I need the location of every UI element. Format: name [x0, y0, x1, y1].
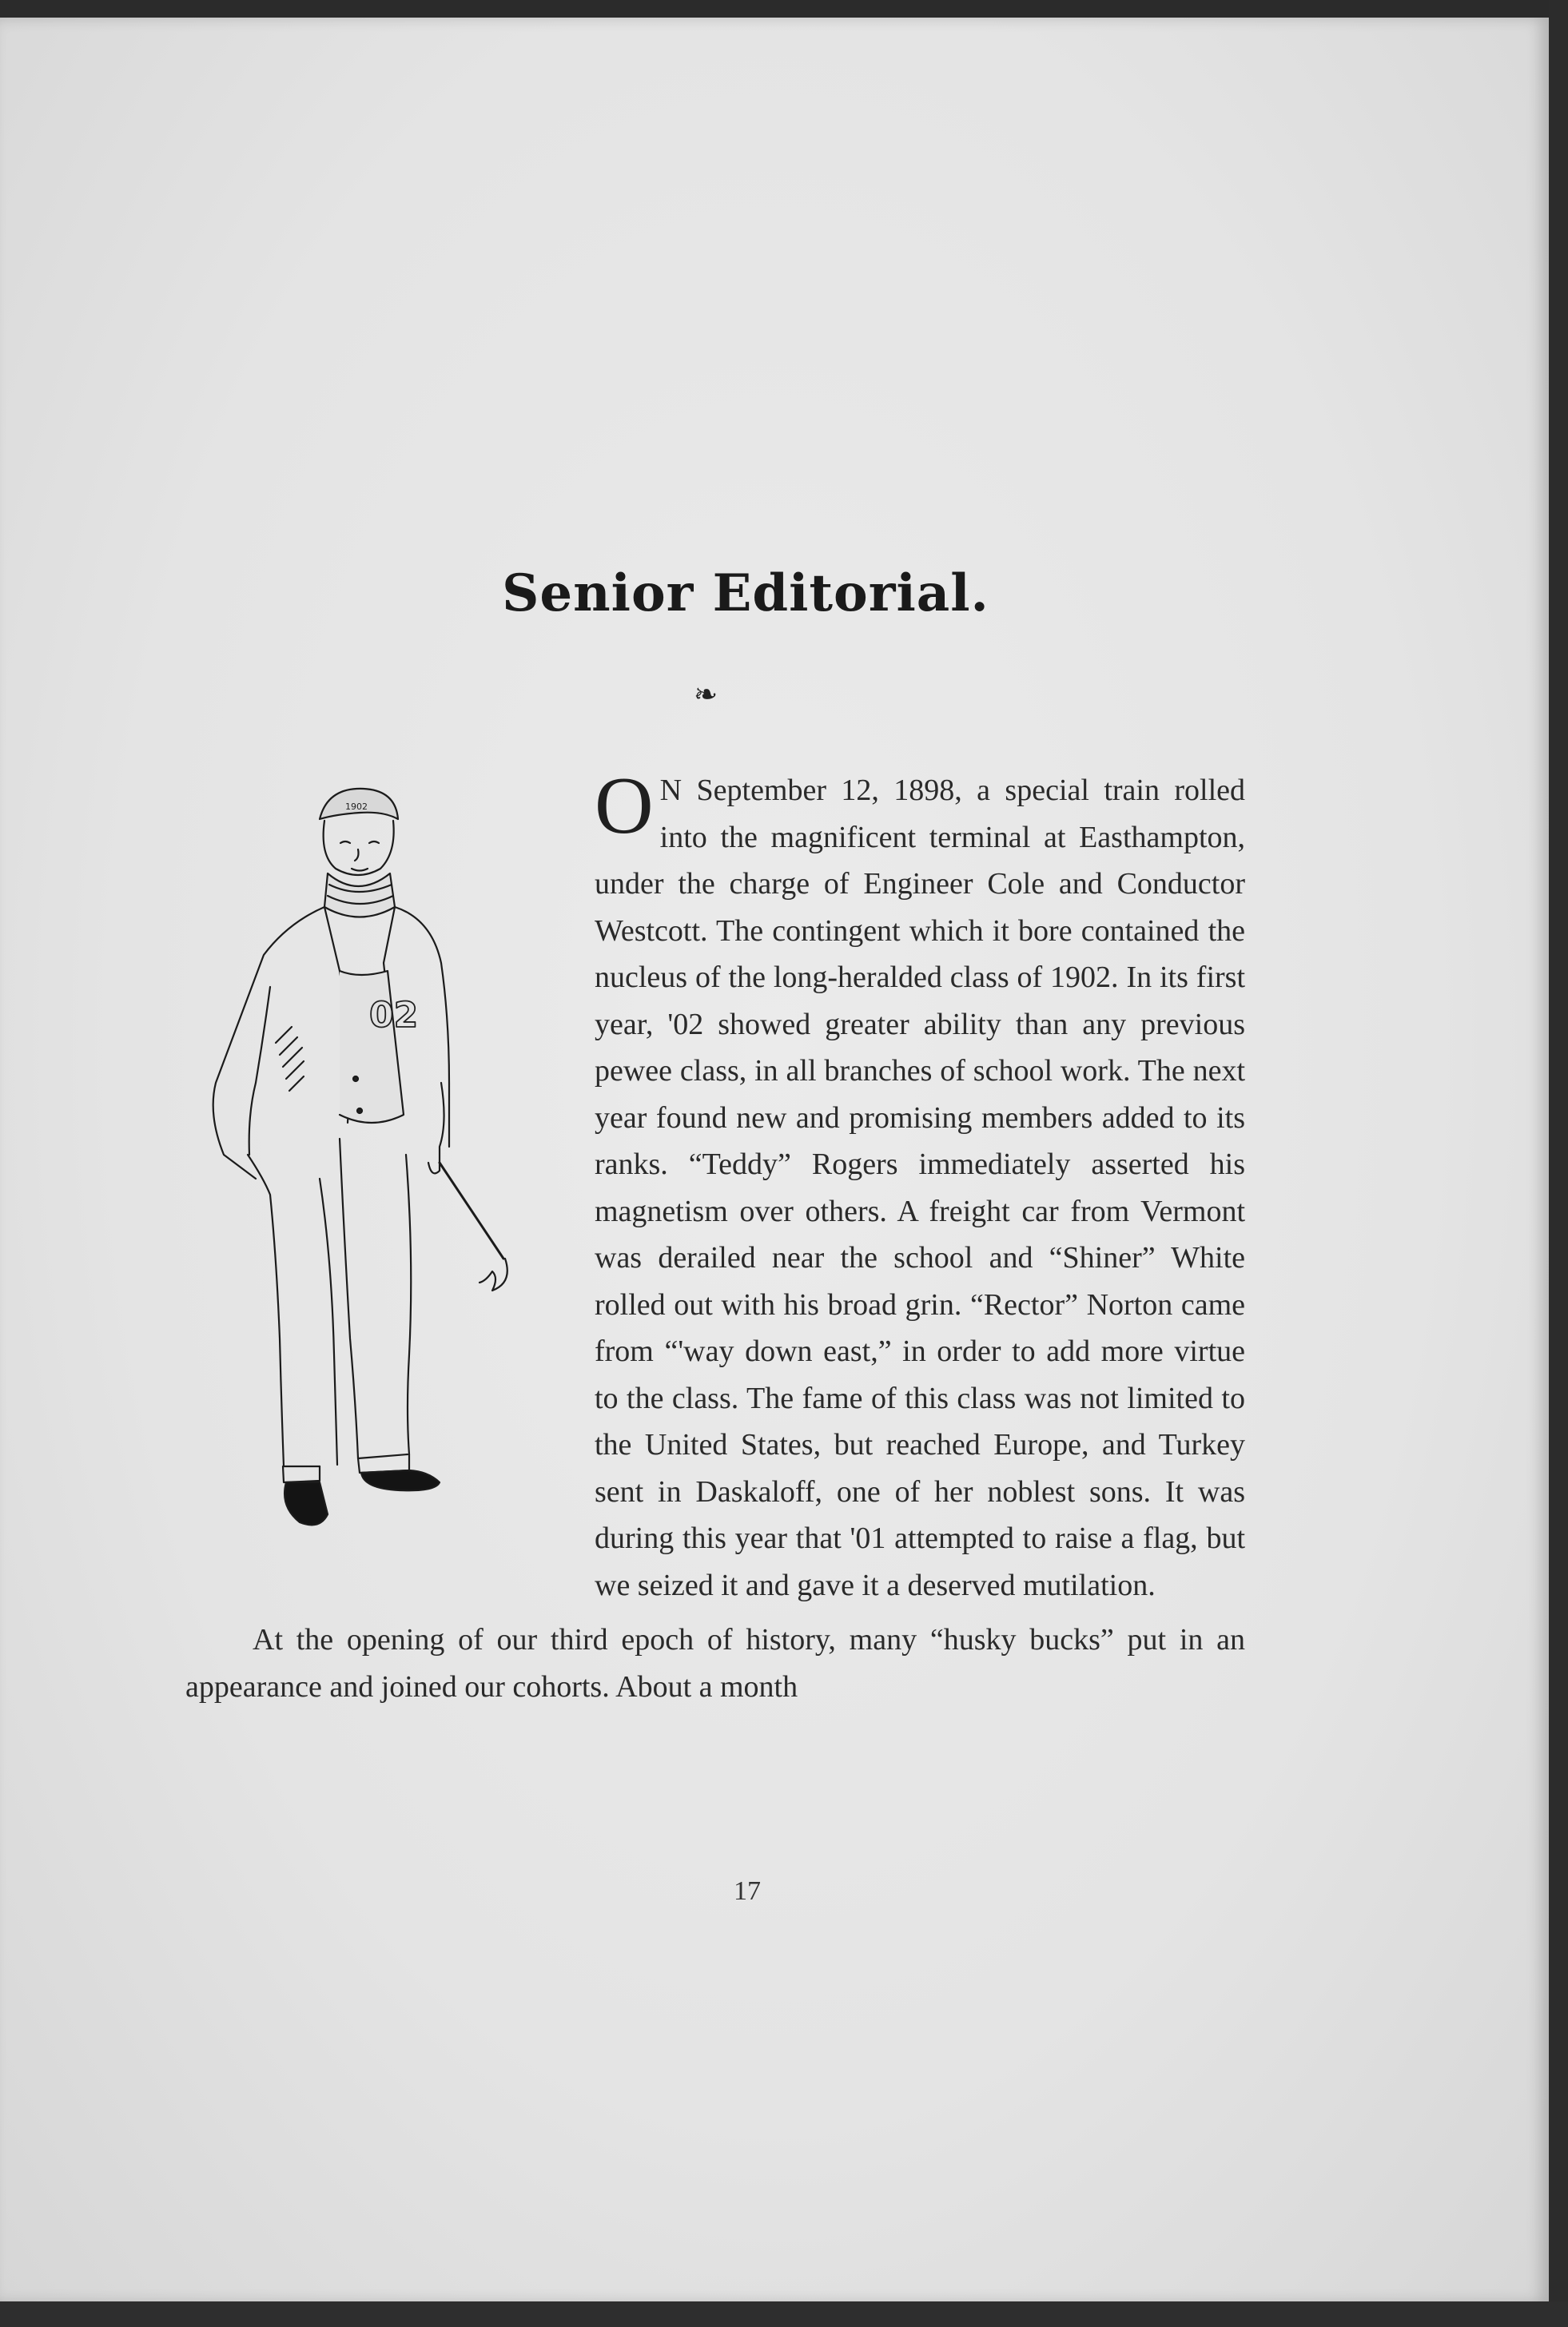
page-title: Senior Editorial.: [502, 563, 989, 623]
cap-label: 1902: [345, 802, 368, 812]
paragraph-1-text: N September 12, 1898, a special train rolled into the magnificent terminal at Easthampton, under the charge of Engineer Cole and Conductor Westcott. The contingent which it bore contained the nucleus of the long-heralded class of 1902. In its first year, '02 showed greater ability than any previous pewee class, in all branches of school work. The next year found new and promising members added to its ranks. “Teddy” Rogers immediately asserted his magnetism over others. A freight car from Vermont was derailed near the school and “Shiner” White rolled out with his broad grin. “Rector” Norton came from “'way down east,” in order to add more virtue to the class. The fame of this class was not limited to the United States, but reached Europe, and Turkey sent in Daskaloff, one of her noblest sons. It was during this year that '01 attempted to raise a flag, but we seized it and gave it a deserved mutilation.: [595, 774, 1245, 1602]
scan-edge-right: [1549, 0, 1568, 2327]
drop-cap: O: [595, 761, 654, 851]
ornament-icon: ❧: [694, 678, 718, 710]
figure-spacer: [185, 767, 595, 1590]
body-text: [185, 761, 1245, 1710]
page-number: 17: [734, 1876, 761, 1906]
scan-edge-bottom: [0, 2301, 1568, 2327]
sweater-number: 02: [369, 995, 419, 1036]
paragraph-2: At the opening of our third epoch of history, many “husky bucks” put in an appearance and joined our cohorts. About a month: [185, 1623, 1245, 1704]
